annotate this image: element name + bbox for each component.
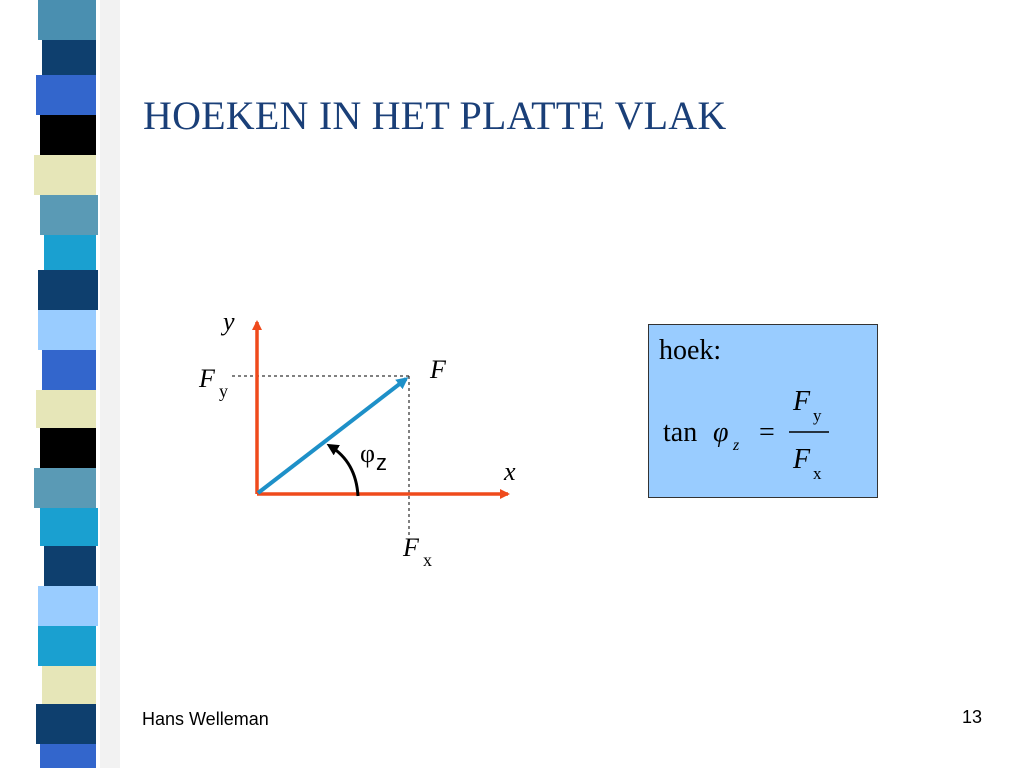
denominator-sub: x <box>813 464 822 483</box>
fy-label-sub: y <box>219 381 228 401</box>
force-label: F <box>430 355 446 384</box>
tan-text: tan <box>663 417 698 448</box>
numerator-sub: y <box>813 406 822 425</box>
fx-label-sub: x <box>423 550 432 570</box>
tan-formula <box>649 325 879 499</box>
angle-arc <box>330 446 358 496</box>
slide-title: HOEKEN IN HET PLATTE VLAK <box>143 93 727 138</box>
formula-box <box>648 324 878 498</box>
force-vector <box>258 379 406 493</box>
page-number: 13 <box>962 707 983 727</box>
x-axis-label: x <box>504 457 516 486</box>
angle-symbol: φ <box>360 439 376 468</box>
phi-subscript: z <box>733 437 740 454</box>
y-axis-label: y <box>223 307 235 336</box>
hoek-label: hoek: <box>659 335 722 366</box>
phi-symbol: φ <box>713 417 729 448</box>
fx-label-main: F <box>403 533 419 562</box>
numerator-main: F <box>793 386 811 417</box>
denominator-main: F <box>793 444 811 475</box>
equals-sign: = <box>759 417 775 448</box>
angle-subscript: z <box>376 450 387 475</box>
fy-label-main: F <box>199 364 215 393</box>
footer-author: Hans Welleman <box>142 709 269 729</box>
